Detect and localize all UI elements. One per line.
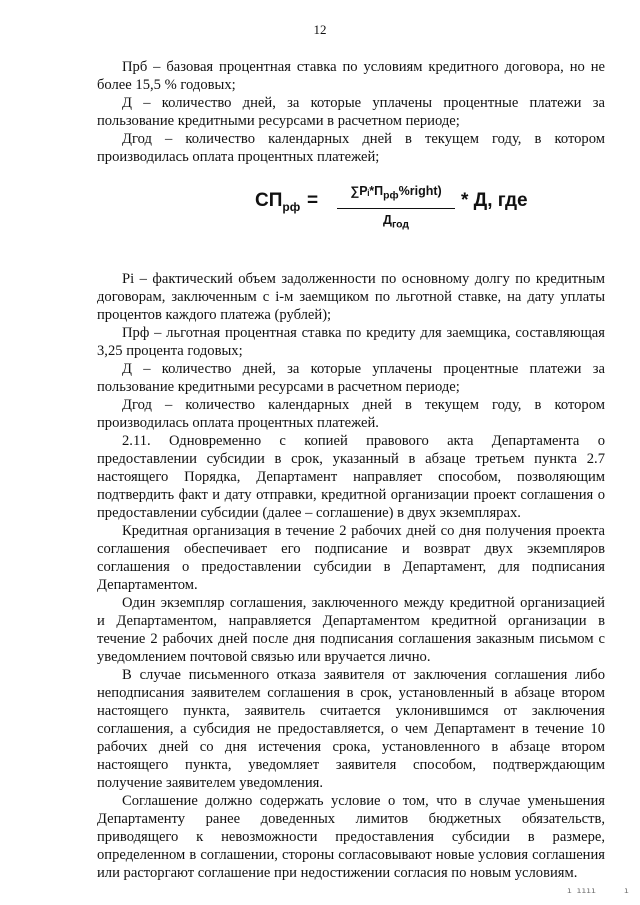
document-body bbox=[97, 58, 605, 882]
definition-d-2: Д – количество дней, за которые уплачены процентные платежи за пользование кредитными ресурсами в расчетном периоде; bbox=[97, 361, 605, 395]
formula bbox=[97, 174, 605, 238]
formula-equals: = bbox=[307, 190, 319, 211]
paragraph-one-copy: Один экземпляр соглашения, заключенного между кредитной организацией и Департаментом, направляется Департаментом кредитной организации в течение 2 рабочих дней после дня подписания соглашения заказным письмом с уведомлением почтовой связью или вручается лично. bbox=[97, 595, 605, 665]
definition-pi: Pi – фактический объем задолженности по основному долгу по кредитным договорам, заключенным с i-м заемщиком по льготной ставке, на дату уплаты процентов каждого платежа (рублей); bbox=[97, 271, 605, 323]
paragraph-agreement-condition: Соглашение должно содержать условие о том, что в случае уменьшения Департаменту ранее доведенных лимитов бюджетных обязательств, приводящего к невозможности предоставления субсидии в размере, определенном в соглашении, стороны согласовывают новые условия соглашения или расторгают соглашение при недостижении согласия по новым условиям. bbox=[97, 793, 605, 881]
definition-prb: Прб – базовая процентная ставка по условиям кредитного договора, но не более 15,5 % годовых; bbox=[97, 59, 605, 93]
footer-scan-mark-right: ı bbox=[624, 886, 629, 895]
footer-scan-mark-left: ı ıııı bbox=[567, 886, 596, 895]
paragraph-2-11: 2.11. Одновременно с копией правового акта Департамента о предоставлении субсидии в срок, указанный в абзаце третьем пункта 2.7 настоящего Порядка, Департамент направляет способом, позволяющим подтвердить факт и дату отправки, кредитной организации проект соглашения о предоставлении субсидии (далее – соглашение) в двух экземплярах. bbox=[97, 433, 605, 521]
formula-denominator: $Д_{год}$ bbox=[383, 212, 409, 230]
definition-dgod-2: Дгод – количество календарных дней в текущем году, в котором производилась оплата процентных платежей. bbox=[97, 397, 605, 431]
definition-d: Д – количество дней, за которые уплачены процентные платежи за пользование кредитными ресурсами в расчетном периоде; bbox=[97, 95, 605, 129]
formula-lhs: $СП_{рф}$ bbox=[255, 190, 301, 214]
paragraph-refusal: В случае письменного отказа заявителя от заключения соглашения либо неподписания заявителем соглашения в срок, установленный в абзаце втором настоящего пункта, заявитель считается уклонившимся от заключения соглашения, а субсидия не предоставляется, о чем Департамент в течение 10 рабочих дней со дня истечения срока, установленного в абзаце втором настоящего пункта, уведомляет заявителя способом, подтверждающим получение заявителем уведомления. bbox=[97, 667, 605, 791]
formula-rhs: * Д, где bbox=[461, 190, 528, 211]
page-number: 12 bbox=[313, 22, 327, 37]
definition-prf: Прф – льготная процентная ставка по кредиту для заемщика, составляющая 3,25 процента годовых; bbox=[97, 325, 605, 359]
definition-dgod: Дгод – количество календарных дней в текущем году, в котором производилась оплата процентных платежей; bbox=[97, 131, 605, 165]
paragraph-credit-org: Кредитная организация в течение 2 рабочих дней со дня получения проекта соглашения обеспечивает его подписание и возврат двух экземпляров соглашения о предоставлении субсидии в Департамент, для подписания Департаментом. bbox=[97, 523, 605, 593]
formula-fraction bbox=[337, 182, 455, 234]
formula-numerator: $\sum Pᵢ*П_{рф}\%right$) bbox=[337, 182, 455, 209]
